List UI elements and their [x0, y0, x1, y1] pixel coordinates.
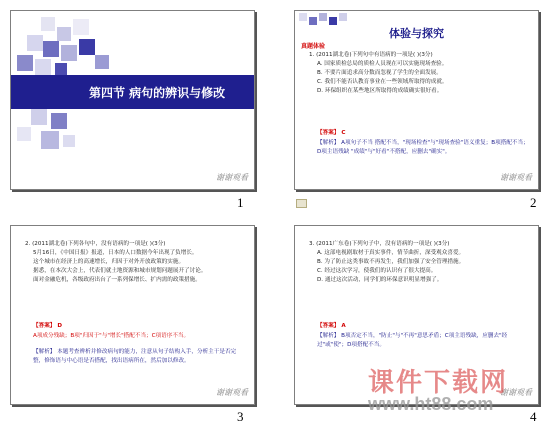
question-option: B. 为了防止这类事故不再发生，我们加强了安全管理措施。: [317, 259, 465, 265]
decor-square: [339, 13, 347, 21]
question-option: A. 国家质检总局的质检人员现在可以实施现场查验。: [317, 61, 448, 67]
decor-square: [17, 55, 33, 71]
decor-square: [309, 17, 317, 25]
decor-square: [41, 17, 55, 31]
watermark-url: www.ht88.com: [368, 394, 494, 414]
decor-square: [27, 35, 43, 51]
question-option: B. 不要片面追求高分数而忽视了学生的全面发展。: [317, 70, 442, 76]
decor-square: [41, 131, 59, 149]
slide-title: 体验与探究: [389, 27, 444, 40]
decor-square: [51, 113, 67, 129]
question-line: 2. (2011湖北卷)下列各句中，没有语病的一项是( )(3分): [25, 241, 166, 247]
analysis-text: 【解析】 本题考查辨析并修改病句的能力，注意从句子结构入手，分析主干是否完整，修饰语与中心语是否搭配，找出语病所在，然后加以修改。: [33, 349, 237, 364]
decor-square: [61, 45, 77, 61]
analysis-text: 【解析】 B项否定不当，"防止"与"不再"意思矛盾；C项主语残缺，应删去"经过"或"使"；D项搭配不当。: [317, 333, 508, 348]
question-line: 1. (2011湖北卷)下列句中有语病的一项是( )(3分): [309, 52, 433, 58]
file-icon: [296, 199, 307, 208]
answer-label: 【答案】 D: [33, 323, 62, 329]
answer-label: 【答案】 C: [317, 130, 346, 136]
question-option: 5月16日，《中国日报》报道，日本的人口数据今年出现了负增长。: [33, 250, 198, 256]
watermark-title: 课件下载网: [368, 367, 509, 397]
decor-square: [31, 109, 47, 125]
answer-detail: A项成分残缺；B项"归因于"与"增长"搭配不当；C项语序不当。: [33, 333, 190, 339]
decor-square: [63, 135, 75, 147]
question-option: 这个城市在经济上的高速增长，归因于对外开放政策的实施。: [33, 259, 185, 265]
question-option: D. 环保组织在某些地区所取得的成绩确实很好看。: [317, 88, 443, 94]
decor-square: [73, 19, 89, 35]
analysis-text: 【解析】 A项句子不当 搭配不当，"现场检查"与"现场查验"语义重复；B项搭配不当；D项主语残缺 "成绩"与"好看"不搭配，应删去"确实"。: [317, 140, 529, 155]
question-option: C. 我们不能否认教育事业在一些领域所取得的成就。: [317, 79, 448, 85]
page-number: 4: [530, 409, 537, 424]
decor-square: [35, 59, 51, 75]
decor-square: [57, 27, 71, 41]
decor-square: [319, 13, 327, 21]
slide-2[interactable]: [294, 10, 539, 190]
signature: 谢谢观看: [500, 388, 532, 397]
slide-1[interactable]: [10, 10, 255, 190]
question-line: 3. (2011广东卷)下列句子中，没有语病的一项是( )(3分): [309, 241, 450, 247]
decor-square: [55, 63, 67, 75]
decor-square: [17, 127, 31, 141]
slide-title: 第四节 病句的辨识与修改: [89, 86, 226, 100]
signature: 谢谢观看: [216, 173, 248, 182]
decor-square: [43, 41, 59, 57]
decor-square: [299, 13, 307, 21]
page-number: 3: [237, 409, 244, 424]
page-number: 1: [237, 195, 244, 210]
question-text: [309, 51, 531, 96]
question-option: 据悉，在本次大会上，代表们就土地资源和城市规划问题展开了讨论。: [33, 268, 207, 274]
question-text: [25, 240, 245, 285]
question-option: D. 通过这次活动，同学们的环保意识明显增强了。: [317, 277, 443, 283]
signature: 谢谢观看: [500, 173, 532, 182]
question-option: C. 经过这次学习，使我们的认识有了很大提高。: [317, 268, 437, 274]
answer-label: 【答案】 A: [317, 323, 346, 329]
signature: 谢谢观看: [216, 388, 248, 397]
title-band: [11, 75, 254, 109]
decor-square: [95, 55, 109, 69]
decor-square: [329, 17, 337, 25]
slide-3[interactable]: [10, 225, 255, 405]
decor-square: [79, 39, 95, 55]
question-text: [309, 240, 529, 285]
question-option: 面对金融危机，各级政府出台了一系列保增长、扩内需的政策措施。: [33, 277, 201, 283]
question-option: A. 这部电视剧取材于真实事件，情节曲折，深受观众喜爱。: [317, 250, 465, 256]
section-label: 真题体验: [301, 43, 326, 50]
page-number: 2: [530, 195, 537, 210]
